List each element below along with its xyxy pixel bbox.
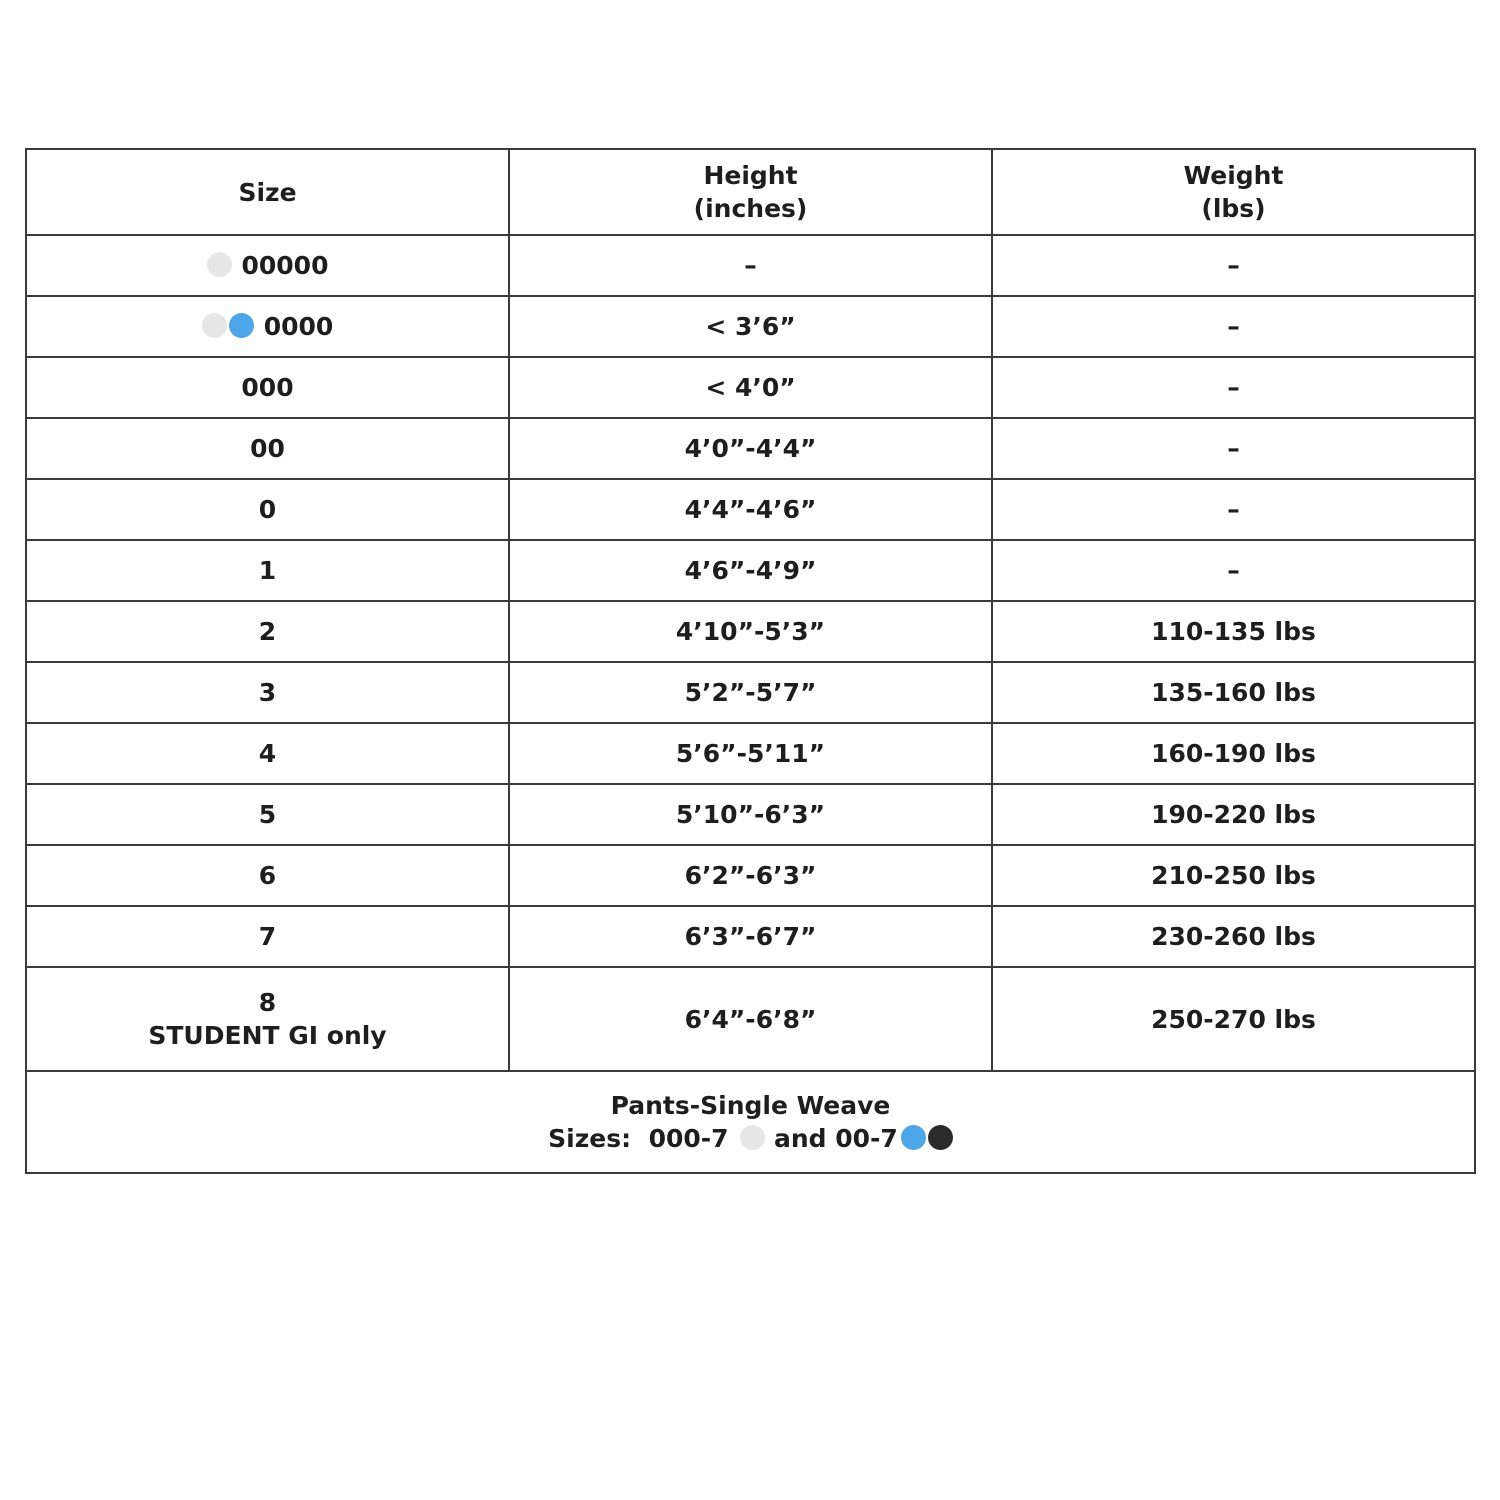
blue-color-dot-icon bbox=[229, 313, 254, 338]
size-value: 5 bbox=[258, 800, 277, 829]
height-cell: < 3’6” bbox=[509, 296, 992, 357]
weight-cell: 160-190 lbs bbox=[992, 723, 1475, 784]
footer-cell bbox=[26, 1071, 1475, 1173]
size-value: 000 bbox=[241, 373, 294, 402]
size-cell bbox=[26, 296, 509, 357]
white-color-dot-icon bbox=[740, 1125, 765, 1150]
header-row bbox=[26, 149, 1475, 235]
weight-cell: – bbox=[992, 357, 1475, 418]
size-value: 6 bbox=[258, 861, 277, 890]
footer-title: Pants-Single Weave bbox=[610, 1091, 891, 1120]
footer-range1: 000-7 bbox=[648, 1124, 729, 1153]
size-value: 00000 bbox=[241, 251, 329, 280]
height-cell: 5’6”-5’11” bbox=[509, 723, 992, 784]
color-dots bbox=[207, 251, 232, 280]
table-row bbox=[26, 479, 1475, 540]
weight-cell: 230-260 lbs bbox=[992, 906, 1475, 967]
weight-cell: 190-220 lbs bbox=[992, 784, 1475, 845]
weight-cell: 135-160 lbs bbox=[992, 662, 1475, 723]
weight-cell: 210-250 lbs bbox=[992, 845, 1475, 906]
height-cell: 6’4”-6’8” bbox=[509, 967, 992, 1071]
size-cell bbox=[26, 662, 509, 723]
white-color-dot-icon bbox=[202, 313, 227, 338]
size-cell bbox=[26, 418, 509, 479]
dark-color-dot-icon bbox=[928, 1125, 953, 1150]
table-row bbox=[26, 418, 1475, 479]
footer-sizes-line bbox=[27, 1122, 1474, 1155]
table-row bbox=[26, 357, 1475, 418]
size-value: 4 bbox=[258, 739, 277, 768]
table-row bbox=[26, 723, 1475, 784]
range2-color-dots bbox=[901, 1124, 953, 1153]
table-row bbox=[26, 540, 1475, 601]
blue-color-dot-icon bbox=[901, 1125, 926, 1150]
height-cell: 5’10”-6’3” bbox=[509, 784, 992, 845]
table-row bbox=[26, 601, 1475, 662]
height-cell: 6’3”-6’7” bbox=[509, 906, 992, 967]
size-cell bbox=[26, 784, 509, 845]
height-cell: 6’2”-6’3” bbox=[509, 845, 992, 906]
weight-cell: – bbox=[992, 540, 1475, 601]
table-row bbox=[26, 845, 1475, 906]
header-weight-label: Weight bbox=[1183, 161, 1284, 190]
footer-row bbox=[26, 1071, 1475, 1173]
size-cell bbox=[26, 357, 509, 418]
size-value: 0000 bbox=[263, 312, 334, 341]
footer-sizes-label: Sizes: bbox=[548, 1124, 632, 1153]
size-value: 1 bbox=[258, 556, 277, 585]
height-cell: 4’10”-5’3” bbox=[509, 601, 992, 662]
header-size: Size bbox=[26, 149, 509, 235]
size-value: 0 bbox=[258, 495, 277, 524]
weight-cell: 250-270 lbs bbox=[992, 967, 1475, 1071]
header-height-unit: (inches) bbox=[693, 194, 808, 223]
size-cell bbox=[26, 845, 509, 906]
color-dots bbox=[202, 312, 254, 341]
weight-cell: – bbox=[992, 296, 1475, 357]
height-cell: 5’2”-5’7” bbox=[509, 662, 992, 723]
weight-cell: – bbox=[992, 235, 1475, 296]
table-row bbox=[26, 662, 1475, 723]
header-height bbox=[509, 149, 992, 235]
height-cell: 4’4”-4’6” bbox=[509, 479, 992, 540]
table-row bbox=[26, 296, 1475, 357]
size-value: 3 bbox=[258, 678, 277, 707]
size-value: 00 bbox=[250, 434, 285, 463]
height-cell: < 4’0” bbox=[509, 357, 992, 418]
height-cell: – bbox=[509, 235, 992, 296]
weight-cell: – bbox=[992, 479, 1475, 540]
table-row bbox=[26, 235, 1475, 296]
white-color-dot-icon bbox=[207, 252, 232, 277]
footer-range2: 00-7 bbox=[835, 1124, 898, 1153]
weight-cell: 110-135 lbs bbox=[992, 601, 1475, 662]
size-chart-table bbox=[25, 148, 1476, 1174]
size-cell bbox=[26, 601, 509, 662]
height-cell: 4’0”-4’4” bbox=[509, 418, 992, 479]
size-value: 2 bbox=[258, 617, 277, 646]
header-weight-unit: (lbs) bbox=[1201, 194, 1266, 223]
size-cell bbox=[26, 235, 509, 296]
footer-and: and bbox=[773, 1124, 827, 1153]
size-cell bbox=[26, 967, 509, 1071]
height-cell: 4’6”-4’9” bbox=[509, 540, 992, 601]
size-cell bbox=[26, 906, 509, 967]
table-row bbox=[26, 906, 1475, 967]
size-value: 8 bbox=[258, 988, 277, 1017]
header-weight bbox=[992, 149, 1475, 235]
size-cell bbox=[26, 540, 509, 601]
table-row bbox=[26, 967, 1475, 1071]
size-cell bbox=[26, 723, 509, 784]
size-cell bbox=[26, 479, 509, 540]
range1-color-dots bbox=[740, 1124, 765, 1153]
header-height-label: Height bbox=[703, 161, 798, 190]
table-row bbox=[26, 784, 1475, 845]
size-note: STUDENT GI only bbox=[148, 1021, 387, 1050]
size-value: 7 bbox=[258, 922, 277, 951]
weight-cell: – bbox=[992, 418, 1475, 479]
